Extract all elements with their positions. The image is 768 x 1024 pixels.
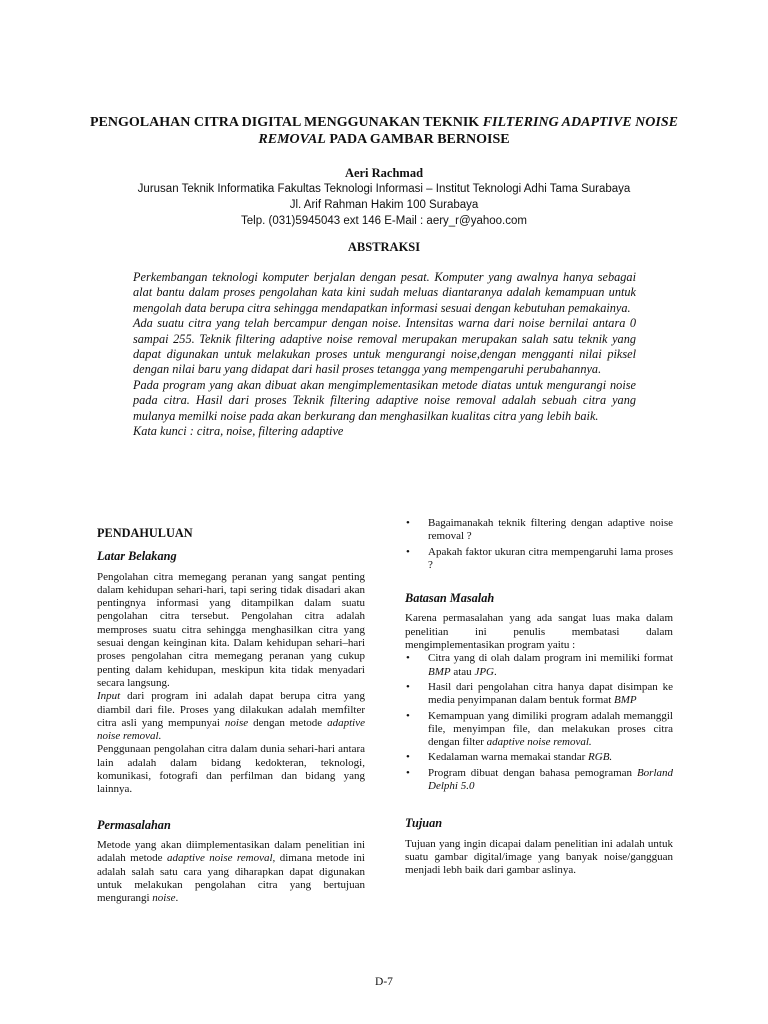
- subheading-permasalahan: Permasalahan: [97, 817, 171, 832]
- abstract-body: [133, 270, 636, 439]
- italic-term: noise: [152, 892, 176, 905]
- latar-paragraph-3: Penggunaan pengolahan citra dalam dunia sehari-hari antara lain adalah dalam bidang kedokteran, teknologi, komunikasi, fotografi dan perfilman dan bidang yang lainnya.: [97, 743, 365, 796]
- title-part-3: PADA GAMBAR BERNOISE: [325, 132, 510, 147]
- italic-term: Borland Delphi 5.0: [428, 766, 673, 793]
- author-name: Aeri Rachmad: [344, 166, 424, 180]
- subheading-batasan-masalah: Batasan Masalah: [405, 591, 495, 606]
- italic-term: noise: [224, 716, 249, 729]
- list-item: [405, 652, 673, 679]
- list-item: [405, 681, 673, 708]
- abstract-paragraph-2: Ada suatu citra yang telah bercampur dengan noise. Intensitas warna dari noise bernilai antara 0 sampai 255. Teknik filtering adaptive noise removal merupakan merupakan salah satu teknik yang dapat digunakan untuk melakukan proses untuk mengurangi noise,dengan mengganti nilai piksel dengan nilai baru yang didapat dari hasil proses tetangga yang mempengaruhi perubahannya.: [133, 316, 636, 377]
- bullet-icon: •: [406, 680, 410, 693]
- text-run: atau: [450, 665, 475, 678]
- bullet-icon: •: [406, 517, 410, 529]
- list-item: [405, 767, 673, 794]
- left-column: [97, 527, 365, 905]
- text-run: Program dibuat dengan bahasa pemograman: [428, 766, 637, 779]
- abstract-paragraph-3: Pada program yang akan dibuat akan mengimplementasikan metode diatas untuk mengurangi noise pada citra. Hasil dari proses Teknik filtering adaptive noise removal adalah sebuah citra yang mulanya memilki noise pada akan berkurang dan menghasilkan kualitas citra yang lebih baik.: [133, 377, 636, 423]
- bullet-icon: •: [406, 709, 410, 722]
- list-item-text: Apakah faktor ukuran citra mempengaruhi lama proses ?: [428, 545, 673, 571]
- list-item: [405, 546, 673, 573]
- tujuan-paragraph: Tujuan yang ingin dicapai dalam penelitian ini adalah untuk suatu gambar digital/image yang banyak noise/gangguan menjadi lebh baik dari gambar aslinya.: [405, 837, 673, 877]
- italic-term: adaptive noise removal.: [486, 736, 592, 749]
- text-run: dari program ini adalah dapat berupa citra yang diambil dari file. Proses yang dilakukan adalah memfilter citra asli yang mempunyai: [97, 690, 365, 729]
- text-run: Kemampuan yang dimiliki program adalah memanggil file, menyimpan file, dan melakukan proses citra dengan filter: [428, 709, 673, 749]
- bullet-icon: •: [406, 751, 410, 764]
- bullet-icon: •: [406, 766, 410, 779]
- latar-paragraph-1: Pengolahan citra memegang peranan yang sangat penting dalam kehidupan sehari-hari, tapi sering tidak disadari akan pentingnya informasi yang ditampilkan dalam suatu pengolahan citra tersebut. Pengolahan citra adalah memproses suatu citra sehingga menghasilkan citra yang sesuai dengan keinginan kita. Dalam kehidupan sehari–hari proses pengolahan citra memegang peranan yang cukup penting dalam kehidupan, meskipun kita tidak menyadari secara langsung.: [97, 570, 365, 689]
- list-item: [405, 751, 673, 764]
- text-run: Kedalaman warna memakai standar: [428, 751, 589, 764]
- batasan-intro: Karena permasalahan yang ada sangat luas maka dalam penelitian ini penulis membatasi dalam mengimplementasikan program yaitu :: [405, 612, 673, 652]
- author-block: [60, 165, 708, 229]
- text-run: dimana metode ini adalah salah satu cara yang diharapkan dapat digunakan untuk melakukan pengolahan citra yang bertujuan mengurangi: [97, 852, 365, 905]
- subheading-latar-belakang: Latar Belakang: [97, 549, 177, 564]
- italic-term: BMP: [428, 665, 451, 678]
- affiliation-line-3: Telp. (031)5945043 ext 146 E-Mail : aery_r@yahoo.com: [241, 215, 527, 227]
- affiliation-line-1: Jurusan Teknik Informatika Fakultas Teknologi Informasi – Institut Teknologi Adhi Tama Surabaya: [137, 183, 631, 195]
- title-part-2-italic: FILTERING ADAPTIVE NOISE REMOVAL: [258, 115, 678, 147]
- list-item-text: Bagaimanakah teknik filtering dengan adaptive noise removal ?: [428, 517, 673, 543]
- italic-term: BMP: [614, 694, 637, 707]
- text-run: .: [175, 892, 179, 905]
- paper-title: [90, 114, 678, 148]
- affiliation-line-2: Jl. Arif Rahman Hakim 100 Surabaya: [289, 199, 479, 211]
- subheading-tujuan: Tujuan: [405, 816, 443, 831]
- list-item: [405, 517, 673, 544]
- keywords: Kata kunci : citra, noise, filtering adaptive: [133, 424, 344, 439]
- question-list: [405, 517, 673, 572]
- italic-term: RGB.: [588, 751, 613, 764]
- text-run: Citra yang di olah dalam program ini memiliki format: [428, 652, 673, 665]
- batasan-list: [405, 652, 673, 793]
- text-run: Hasil dari pengolahan citra hanya dapat disimpan ke media penyimpanan dalam bentuk format: [428, 680, 673, 707]
- text-run: Metode yang akan diimplementasikan dalam penelitian ini adalah metode: [97, 838, 365, 865]
- permasalahan-paragraph: [97, 839, 365, 905]
- italic-term: adaptive noise removal.: [97, 716, 365, 743]
- abstract-heading: ABSTRAKSI: [347, 240, 421, 254]
- italic-term: Input: [97, 690, 121, 703]
- text-run: .: [493, 665, 497, 678]
- list-item: [405, 710, 673, 750]
- title-part-1: PENGOLAHAN CITRA DIGITAL MENGGUNAKAN TEKNIK: [90, 115, 483, 130]
- latar-paragraph-2: [97, 690, 365, 743]
- section-heading-pendahuluan: PENDAHULUAN: [97, 526, 193, 540]
- italic-term: adaptive noise removal,: [166, 852, 276, 865]
- abstract-paragraph-1: Perkembangan teknologi komputer berjalan dengan pesat. Komputer yang awalnya hanya sebagai alat bantu dalam proses pengolahan kata kini sudah meluas diantaranya adalah kemampuan untuk mengolah data berupa citra sehingga mendapatkan informasi sesuai dengan kebutuhan pemakainya.: [133, 270, 636, 315]
- italic-term: JPG: [474, 665, 494, 678]
- text-run: dengan metode: [248, 716, 328, 729]
- page-number: D-7: [375, 976, 393, 988]
- bullet-icon: •: [406, 545, 410, 558]
- bullet-icon: •: [406, 652, 410, 665]
- right-column: [405, 517, 673, 878]
